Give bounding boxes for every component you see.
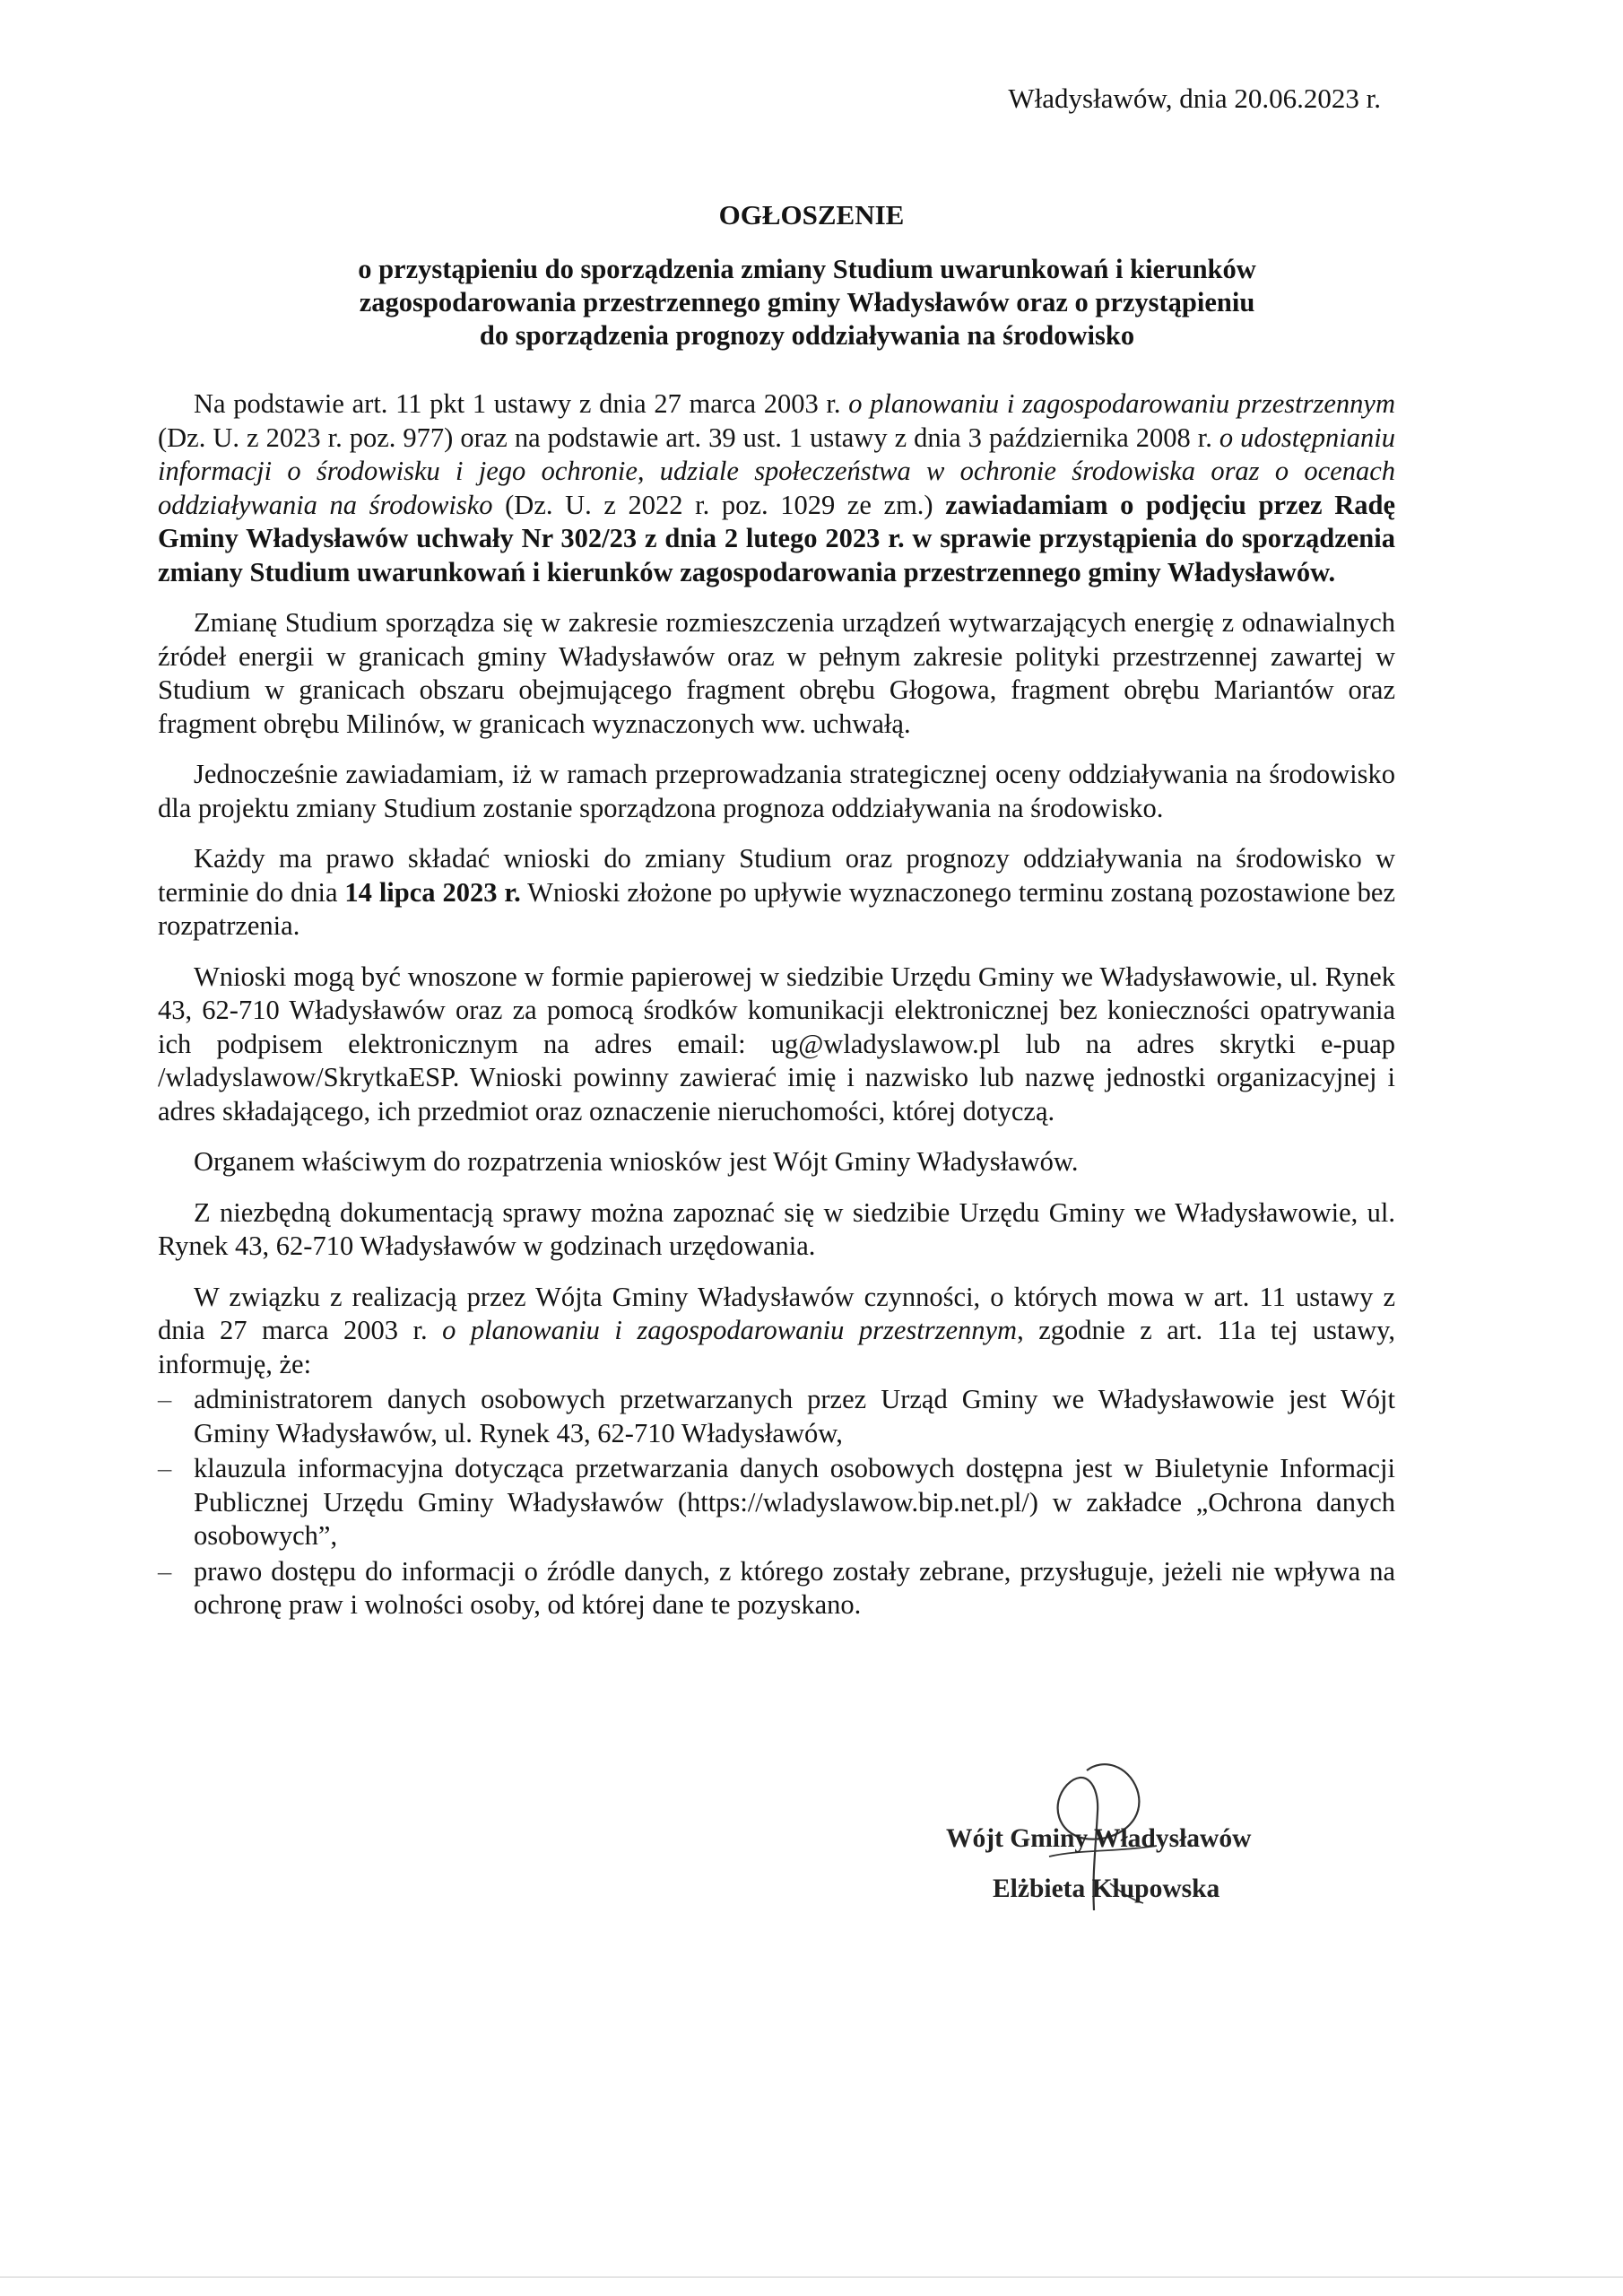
paragraph-submission: Wnioski mogą być wnoszone w formie papierowej w siedzibie Urzędu Gminy we Władysławowie, ul. Rynek 43, 62-710 Władysławów oraz za pomocą środków komunikacji elektronicznej bez konieczności opatrywania ich podpisem elektronicznym na adres email: ug@wladyslawow.pl lub na adres skrytki e-puap /wladyslawow/SkrytkaESP. Wnioski powinny zawierać imię i nazwisko lub nazwę jednostki organizacyjnej i adres składającego, ich przedmiot oraz oznaczenie nieruchomości, której dotyczą. [158,961,1395,1126]
text-run: Na podstawie art. 11 pkt 1 ustawy z dnia 27 marca 2003 r. [194,388,849,419]
date-line: Władysławów, dnia 20.06.2023 r. [1008,83,1381,114]
list-item [158,1383,1395,1450]
text-run: Każdy ma prawo składać wnioski do zmiany Studium oraz prognozy oddziaływania na środowisko w terminie do dnia [158,843,1395,908]
paragraph-documentation: Z niezbędną dokumentacją sprawy można zapoznać się w siedzibie Urzędu Gminy we Władysławowie, ul. Rynek 43, 62-710 Władysławów w godzinach urzędowania. [158,1196,1395,1261]
text-run: , zgodnie z art. 11a tej ustawy, informuję, że: [158,1315,1395,1379]
dash-bullet: – [158,1453,172,1483]
text-run: Wnioski złożone po upływie wyznaczonego terminu zostaną pozostawione bez rozpatrzenia. [158,876,1395,941]
document-subtitle [269,253,1345,352]
list-item-text: prawo dostępu do informacji o źródle danych, z którego zostały zebrane, przysługuje, jeżeli nie wpływa na ochronę praw i wolności osoby, od której dane te pozyskano. [194,1555,1395,1620]
signature-block [946,1813,1251,1914]
text-run: (Dz. U. z 2022 r. poz. 1029 ze zm.) [492,489,946,520]
gdpr-list [158,1383,1395,1622]
act-title-italic: o planowaniu i zagospodarowaniu przestrzennym [442,1315,1018,1345]
dash-bullet: – [158,1555,172,1587]
paragraph-scope: Zmianę Studium sporządza się w zakresie rozmieszczenia urządzeń wytwarzających energię z odnawialnych źródeł energii w granicach gminy Władysławów oraz w pełnym zakresie polityki przestrzennej zawartej w Studium w granicach obszaru obejmującego fragment obrębu Głogowa, fragment obrębu Mariantów oraz fragment obrębu Milinów, w granicach wyznaczonych ww. uchwałą. [158,607,1395,739]
resolution-bold: zawiadamiam o podjęciu przez Radę Gminy Władysławów uchwały Nr 302/23 z dnia 2 lutego 2023 r. w sprawie przystąpienia do sporządzenia zmiany Studium uwarunkowań i kierunków zagospodarowania przestrzennego gminy Władysławów. [158,489,1395,587]
list-item [158,1555,1395,1622]
paragraph-gdpr-intro [158,1281,1395,1382]
list-item-text: administratorem danych osobowych przetwarzanych przez Urząd Gminy we Władysławowie jest Wójt Gminy Władysławów, ul. Rynek 43, 62-710 Władysławów, [194,1384,1395,1448]
list-item-text: klauzula informacyjna dotycząca przetwarzania danych osobowych dostępna jest w Biuletynie Informacji Publicznej Urzędu Gminy Władysławów (https://wladyslawow.bip.net.pl/) w zakładce „Ochrona danych osobowych”, [194,1453,1395,1551]
act-title-italic: o planowaniu i zagospodarowaniu przestrzennym [848,388,1395,419]
document-title: OGŁOSZENIE [718,199,905,230]
signature-name: Elżbieta Klupowska [993,1874,1220,1903]
paragraph-environmental-forecast: Jednocześnie zawiadamiam, iż w ramach przeprowadzania strategicznej oceny oddziaływania na środowisko dla projektu zmiany Studium zostanie sporządzona prognoza oddziaływania na środowisko. [158,759,1395,823]
page-bottom-divider [0,2276,1623,2278]
document-body [158,387,1395,1624]
subtitle-line: do sporządzenia prognozy oddziaływania na środowisko [479,320,1135,351]
paragraph-legal-basis [158,387,1395,589]
deadline-date: 14 lipca 2023 r. [344,876,521,908]
act-title-italic: o udostępnianiu informacji o środowisku i jego ochronie, udziale społeczeństwa w ochronie środowiska oraz o ocenach oddziaływania na środowisko [158,422,1395,520]
text-run: W związku z realizacją przez Wójta Gminy Władysławów czynności, o których mowa w art. 11 ustawy z dnia 27 marca 2003 r. [158,1281,1395,1345]
text-run: (Dz. U. z 2023 r. poz. 977) oraz na podstawie art. 39 ust. 1 ustawy z dnia 3 października 2008 r. [158,422,1219,453]
paragraph-authority: Organem właściwym do rozpatrzenia wniosków jest Wójt Gminy Władysławów. [194,1146,1079,1177]
paragraph-deadline [158,842,1395,944]
subtitle-line: zagospodarowania przestrzennego gminy Władysławów oraz o przystąpieniu [359,287,1255,317]
signature-title: Wójt Gminy Władysławów [946,1824,1252,1853]
list-item [158,1452,1395,1553]
subtitle-line: o przystąpieniu do sporządzenia zmiany Studium uwarunkowań i kierunków [358,254,1256,284]
dash-bullet: – [158,1384,172,1414]
